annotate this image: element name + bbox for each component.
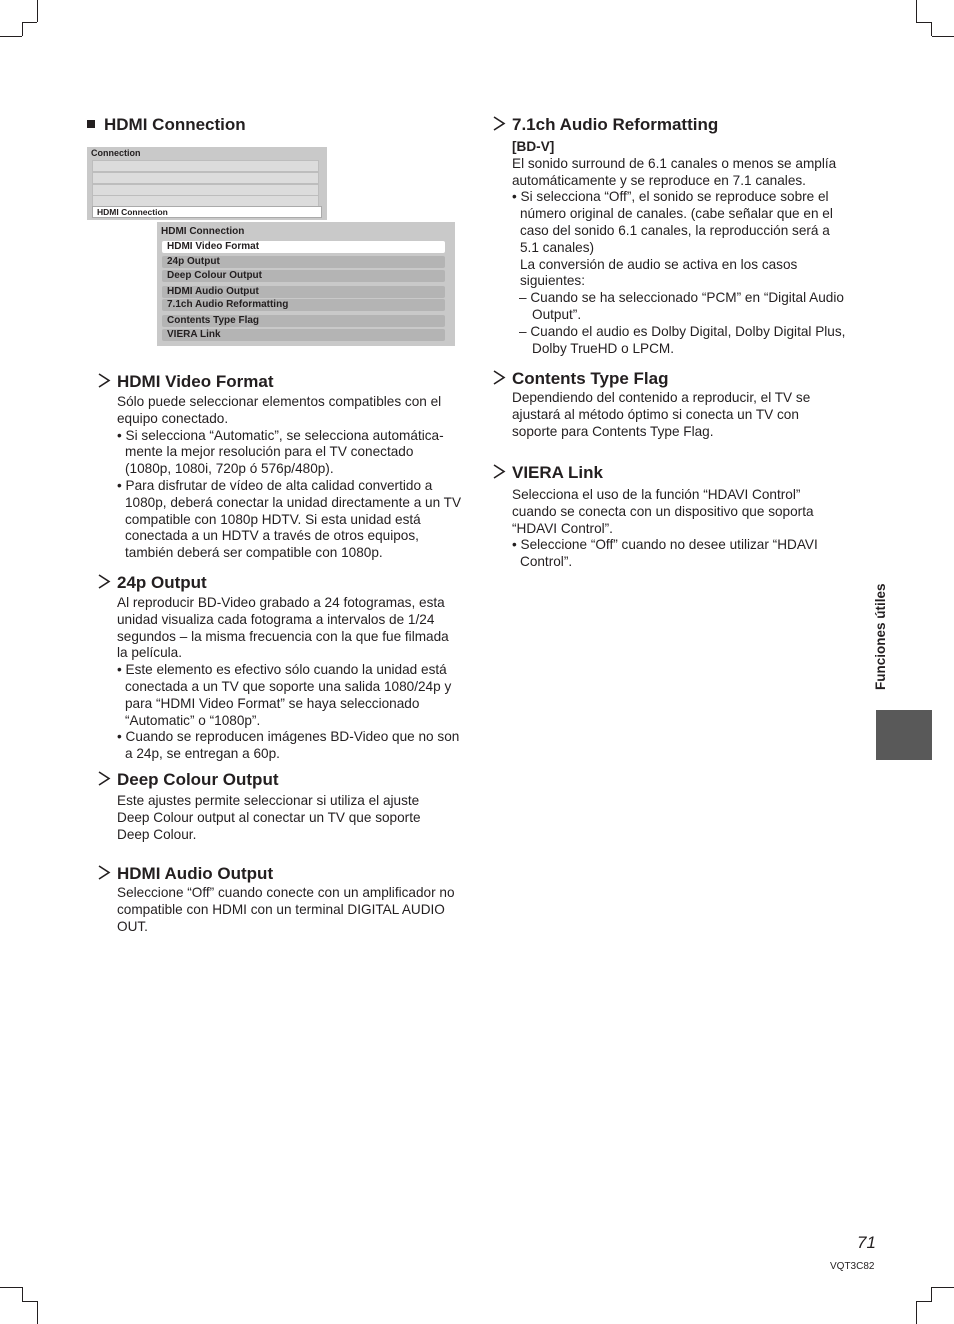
bullet-item: • Cuando se reproducen imágenes BD-Video que no son a 24p, se entregan a 60p. — [117, 729, 460, 762]
crop-mark — [22, 1301, 37, 1302]
arrow-head-icon — [492, 464, 506, 479]
crop-mark — [0, 1287, 22, 1288]
crop-mark — [22, 22, 37, 23]
menu-item-hdmi-audio-output: HDMI Audio Output — [162, 286, 445, 298]
menu-item-audio-reformatting: 7.1ch Audio Reformatting — [162, 299, 445, 311]
bullet-item: • Seleccione “Off” cuando no desee utilizar “HDAVI Control”. — [512, 537, 818, 570]
menu-row — [92, 172, 319, 184]
section-title-deep-colour-output: Deep Colour Output — [97, 770, 278, 790]
paragraph: El sonido surround de 6.1 canales o menos se amplía automáticamente y se reproduce en 7.1 canales. — [512, 155, 837, 188]
bullet-item: • Si selecciona “Off”, el sonido se reproduce sobre el número original de canales. (cabe señalar que en el caso del sonido 6.1 canales, la reproducción será a 5.1 canales) — [512, 189, 833, 255]
crop-mark — [0, 36, 22, 37]
bullet-item: • Este elemento es efectivo sólo cuando la unidad está conectada a un TV que soporte una salida 1080/24p y para “HDMI Video Format” se haya seleccionado “Automatic” o “1080p”. — [117, 662, 452, 728]
section-title-viera-link: VIERA Link — [492, 463, 603, 483]
crop-mark — [916, 1301, 932, 1302]
bd-v-tag: [BD-V] — [512, 139, 555, 154]
hdmi-connection-menu — [157, 222, 455, 346]
crop-mark — [37, 0, 38, 22]
deep-colour-output-text — [117, 793, 447, 843]
page-number: 71 — [857, 1233, 876, 1252]
section-title-audio-reformatting: 7.1ch Audio Reformatting — [492, 115, 718, 135]
menu-item-24p-output: 24p Output — [162, 256, 445, 268]
menu-selected-item: HDMI Connection — [92, 206, 322, 218]
hdmi-video-format-text — [117, 394, 462, 562]
menu-caption: HDMI Connection — [161, 226, 245, 237]
paragraph: La conversión de audio se activa en los casos siguientes: — [520, 256, 798, 289]
black-square-icon — [87, 120, 95, 128]
arrow-head-icon — [492, 370, 506, 385]
menu-item-deep-colour-output: Deep Colour Output — [162, 270, 445, 282]
crop-mark — [916, 1301, 917, 1324]
arrow-head-icon — [97, 574, 111, 589]
crop-mark — [931, 1287, 932, 1301]
crop-mark — [22, 22, 23, 36]
main-heading: HDMI Connection — [87, 115, 246, 135]
menu-item-contents-type-flag: Contents Type Flag — [162, 315, 445, 327]
document-code: VQT3C82 — [830, 1261, 875, 1272]
crop-mark — [931, 22, 932, 36]
arrow-head-icon — [97, 771, 111, 786]
crop-mark — [916, 22, 932, 23]
bullet-item: • Para disfrutar de vídeo de alta calidad convertido a 1080p, deberá conectar la unidad directamente a un TV compatible con 1080p HDTV. Si esta unidad está conectada a un HDTV a través de otros equipos, también deberá ser compatible con 1080p. — [117, 477, 462, 561]
crop-mark — [37, 1301, 38, 1324]
paragraph: Sólo puede seleccionar elementos compatibles con el equipo conectado. — [117, 394, 442, 426]
section-title-24p-output: 24p Output — [97, 573, 207, 593]
section-title-hdmi-audio-output: HDMI Audio Output — [97, 864, 273, 884]
menu-row — [92, 160, 319, 172]
24p-output-text — [117, 595, 462, 763]
arrow-head-icon — [97, 373, 111, 388]
crop-mark — [932, 36, 954, 37]
dash-item: – Cuando se ha seleccionado “PCM” en “Digital Audio Output”. — [519, 290, 844, 322]
bullet-item: • Si selecciona “Automatic”, se selecciona automática-mente la mejor resolución para el TV conectado (1080p, 1080i, 720p ó 576p/480p). — [117, 427, 444, 477]
arrow-head-icon — [97, 865, 111, 880]
side-tab-label: Funciones útiles — [873, 583, 888, 690]
paragraph: Dependiendo del contenido a reproducir, el TV se ajustará al método óptimo si conecta un TV con soporte para Contents Type Flag. — [512, 390, 811, 439]
paragraph: Este ajustes permite seleccionar si utiliza el ajuste Deep Colour output al conectar un TV que soporte Deep Colour. — [117, 793, 421, 842]
viera-link-text — [512, 487, 842, 571]
crop-mark — [22, 1287, 23, 1301]
crop-mark — [916, 0, 917, 22]
audio-reformatting-text — [512, 139, 852, 357]
hdmi-audio-output-text — [117, 885, 457, 935]
side-tab-block — [876, 710, 932, 760]
paragraph: Seleccione “Off” cuando conecte con un amplificador no compatible con HDMI con un terminal DIGITAL AUDIO OUT. — [117, 885, 455, 934]
crop-mark — [932, 1287, 954, 1288]
menu-item-hdmi-video-format: HDMI Video Format — [162, 241, 445, 253]
section-title-hdmi-video-format: HDMI Video Format — [97, 372, 273, 392]
menu-item-viera-link: VIERA Link — [162, 329, 445, 341]
contents-type-flag-text — [512, 390, 832, 440]
arrow-head-icon — [492, 116, 506, 131]
section-title-contents-type-flag: Contents Type Flag — [492, 369, 668, 389]
paragraph: Selecciona el uso de la función “HDAVI Control” cuando se conecta con un dispositivo que soporta “HDAVI Control”. — [512, 487, 814, 536]
dash-item: – Cuando el audio es Dolby Digital, Dolby Digital Plus, Dolby TrueHD o LPCM. — [519, 323, 846, 356]
connection-menu — [87, 147, 327, 220]
menu-caption: Connection — [91, 148, 141, 158]
paragraph: Al reproducir BD-Video grabado a 24 fotogramas, esta unidad visualiza cada fotograma a intervalos de 1/24 segundos – la misma frecuencia con la que fue filmada la película. — [117, 595, 449, 661]
